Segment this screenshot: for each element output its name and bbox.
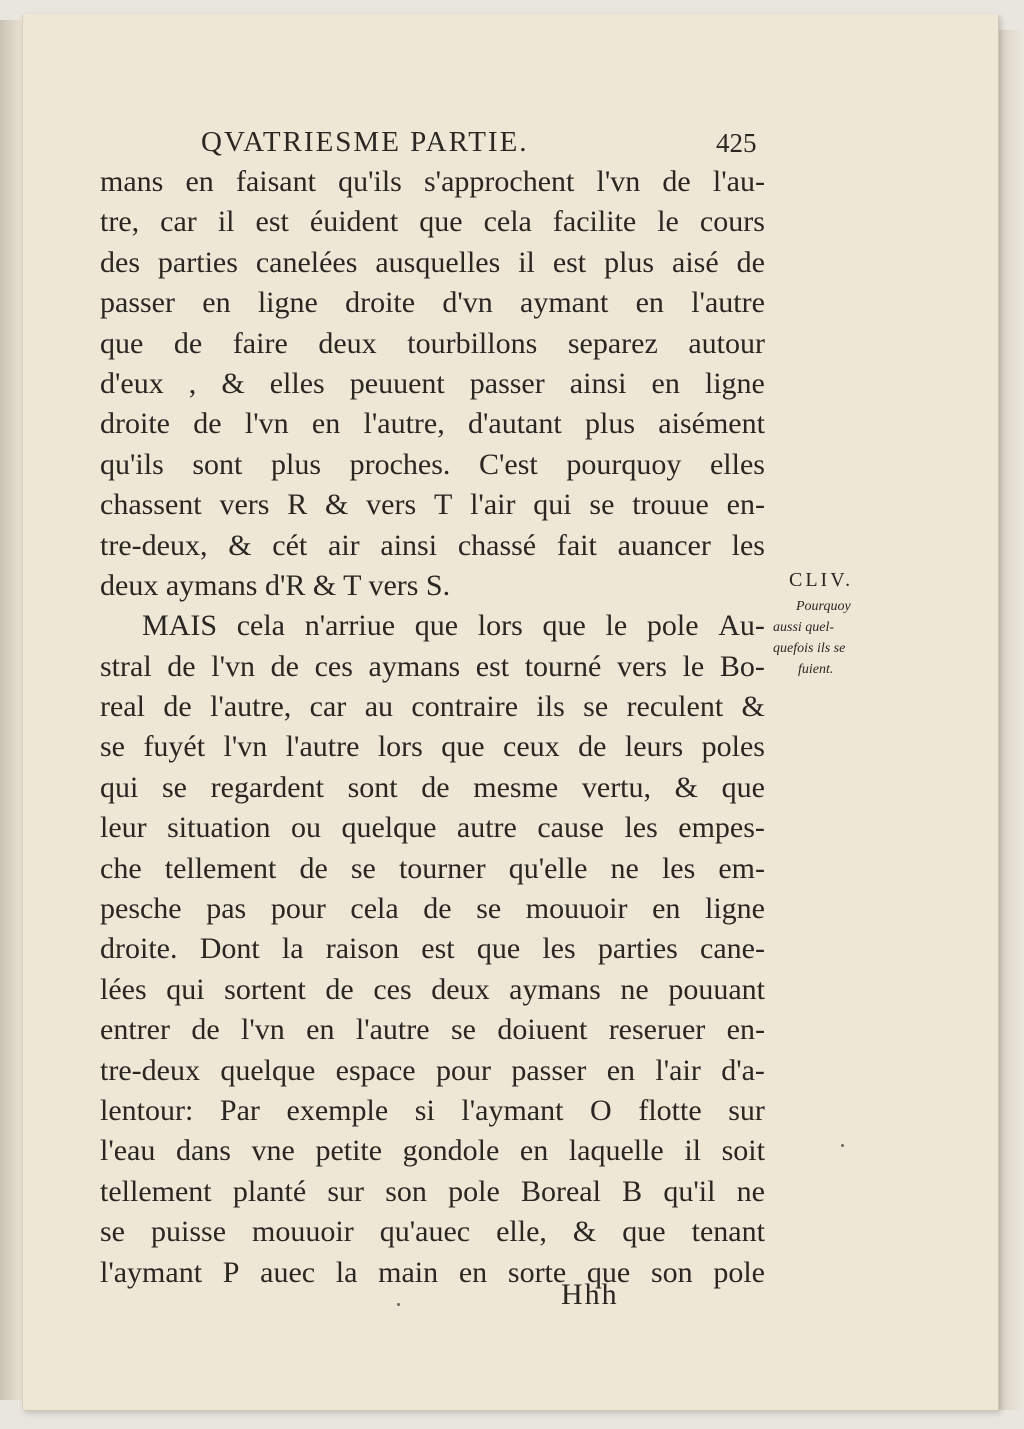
text-line: tre, car il est éuident que cela facilite le cours	[100, 205, 765, 239]
margin-note-line: Pourquoy	[796, 599, 851, 614]
page-edge	[997, 30, 1024, 1410]
text-line: se puisse mouuoir qu'auec elle, & que tenant	[100, 1215, 765, 1249]
text-line: qui se regardent sont de mesme vertu, & que	[100, 770, 765, 804]
text-line: tellement planté sur son pole Boreal B qu'il ne	[100, 1174, 765, 1208]
body-text	[100, 162, 765, 1293]
margin-note-number: CLIV.	[789, 569, 854, 591]
ink-speck	[841, 1144, 844, 1147]
signature-mark: Hhh	[561, 1278, 619, 1311]
text-line: che tellement de se tourner qu'elle ne les em-	[100, 851, 765, 885]
book-page	[22, 14, 998, 1410]
text-line: qu'ils sont plus proches. C'est pourquoy elles	[100, 447, 765, 481]
text-line: droite. Dont la raison est que les parties cane-	[100, 932, 765, 966]
text-line: se fuyét l'vn l'autre lors que ceux de leurs poles	[100, 730, 765, 764]
text-line: leur situation ou quelque autre cause les empes-	[100, 811, 765, 845]
text-line: l'aymant P auec la main en sorte que son pole	[100, 1255, 765, 1289]
text-line: tre-deux, & cét air ainsi chassé fait auancer les	[100, 528, 765, 562]
text-line: que de faire deux tourbillons separez autour	[100, 326, 765, 360]
text-line: lées qui sortent de ces deux aymans ne pouuant	[100, 972, 765, 1006]
text-line: d'eux , & elles peuuent passer ainsi en ligne	[100, 366, 765, 400]
text-line: pesche pas pour cela de se mouuoir en ligne	[100, 892, 765, 926]
text-line: lentour: Par exemple si l'aymant O flotte sur	[100, 1093, 765, 1127]
text-line: tre-deux quelque espace pour passer en l'air d'a-	[100, 1053, 765, 1087]
margin-note-line: quefois ils se	[773, 641, 846, 656]
text-line: mans en faisant qu'ils s'approchent l'vn de l'au-	[100, 165, 765, 198]
text-line: des parties canelées ausquelles il est plus aisé de	[100, 245, 765, 279]
running-head-title: QVATRIESME PARTIE.	[201, 126, 529, 158]
text-line: MAIS cela n'arriue que lors que le pole Au-	[142, 609, 765, 643]
book-gutter	[0, 20, 22, 1400]
ink-speck	[397, 1303, 400, 1306]
margin-note-line: fuient.	[798, 662, 834, 677]
text-line: droite de l'vn en l'autre, d'autant plus aisément	[100, 407, 765, 441]
margin-note-line: aussi quel-	[773, 620, 835, 635]
text-line: passer en ligne droite d'vn aymant en l'autre	[100, 286, 765, 320]
text-line: entrer de l'vn en l'autre se doiuent reseruer en-	[100, 1013, 765, 1047]
text-line: l'eau dans vne petite gondole en laquelle il soit	[100, 1134, 765, 1168]
text-line: chassent vers R & vers T l'air qui se trouue en-	[100, 488, 765, 522]
text-line: stral de l'vn de ces aymans est tourné vers le Bo-	[100, 649, 765, 683]
margin-note	[773, 569, 883, 680]
text-line: real de l'autre, car au contraire ils se reculent &	[100, 690, 765, 724]
running-head	[23, 126, 998, 166]
text-line: deux aymans d'R & T vers S.	[100, 568, 451, 602]
page-number: 425	[716, 128, 757, 158]
